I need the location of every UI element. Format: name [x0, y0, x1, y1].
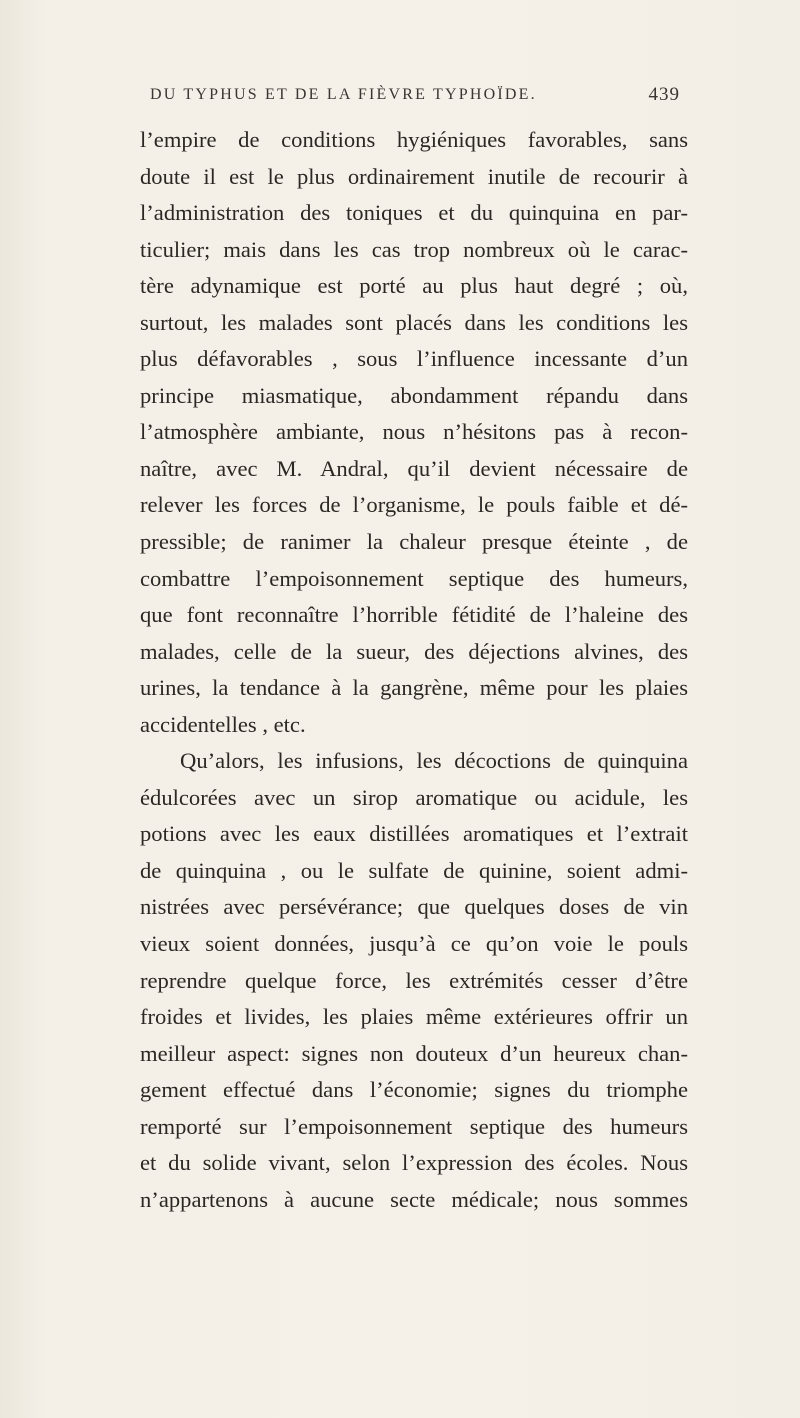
body-text: [140, 122, 688, 1218]
text-line: vieux soient données, jusqu’à ce qu’on voie le pouls: [140, 931, 688, 957]
text-line: froides et livides, les plaies même extérieures offrir un: [140, 1004, 688, 1030]
text-line: remporté sur l’empoisonnement septique des humeurs: [140, 1113, 688, 1139]
text-line: nistrées avec persévérance; que quelques doses de vin: [140, 894, 688, 920]
text-line: naître, avec M. Andral, qu’il devient nécessaire de: [140, 455, 688, 481]
text-line: relever les forces de l’organisme, le pouls faible et dé-: [140, 492, 688, 518]
text-line: et du solide vivant, selon l’expression des écoles. Nous: [140, 1150, 688, 1176]
text-line: l’empire de conditions hygiéniques favorables, sans: [140, 127, 688, 152]
text-line: que font reconnaître l’horrible fétidité de l’haleine des: [140, 602, 688, 628]
text-line: potions avec les eaux distillées aromatiques et l’extrait: [140, 821, 688, 847]
text-line: principe miasmatique, abondamment répandu dans: [140, 382, 688, 408]
text-line: pressible; de ranimer la chaleur presque éteinte , de: [140, 529, 688, 555]
text-line: doute il est le plus ordinairement inutile de recourir à: [140, 163, 688, 189]
page-header: [150, 86, 680, 116]
text-line: l’atmosphère ambiante, nous n’hésitons pas à recon-: [140, 419, 688, 445]
page-number: 439: [648, 84, 680, 105]
text-line: ticulier; mais dans les cas trop nombreux où le carac-: [140, 236, 688, 262]
text-line: malades, celle de la sueur, des déjections alvines, des: [140, 638, 688, 664]
text-line: combattre l’empoisonnement septique des humeurs,: [140, 565, 688, 591]
text-line: n’appartenons à aucune secte médicale; nous sommes: [140, 1186, 688, 1212]
text-line: gement effectué dans l’économie; signes du triomphe: [140, 1077, 688, 1103]
text-line: surtout, les malades sont placés dans les conditions les: [140, 309, 688, 335]
text-line: édulcorées avec un sirop aromatique ou acidule, les: [140, 784, 688, 810]
paragraph-start-line: Qu’alors, les infusions, les décoctions de quinquina: [180, 748, 688, 774]
text-line: meilleur aspect: signes non douteux d’un heureux chan-: [140, 1040, 688, 1066]
running-title: DU TYPHUS ET DE LA FIÈVRE TYPHOÏDE.: [150, 86, 537, 103]
text-line: l’administration des toniques et du quinquina en par-: [140, 200, 688, 226]
text-line: reprendre quelque force, les extrémités cesser d’être: [140, 967, 688, 993]
text-line: de quinquina , ou le sulfate de quinine, soient admi-: [140, 857, 688, 883]
text-line: accidentelles , etc.: [140, 711, 306, 737]
text-line: tère adynamique est porté au plus haut degré ; où,: [140, 273, 688, 299]
text-line: urines, la tendance à la gangrène, même pour les plaies: [140, 675, 688, 701]
text-line: plus défavorables , sous l’influence incessante d’un: [140, 346, 688, 372]
